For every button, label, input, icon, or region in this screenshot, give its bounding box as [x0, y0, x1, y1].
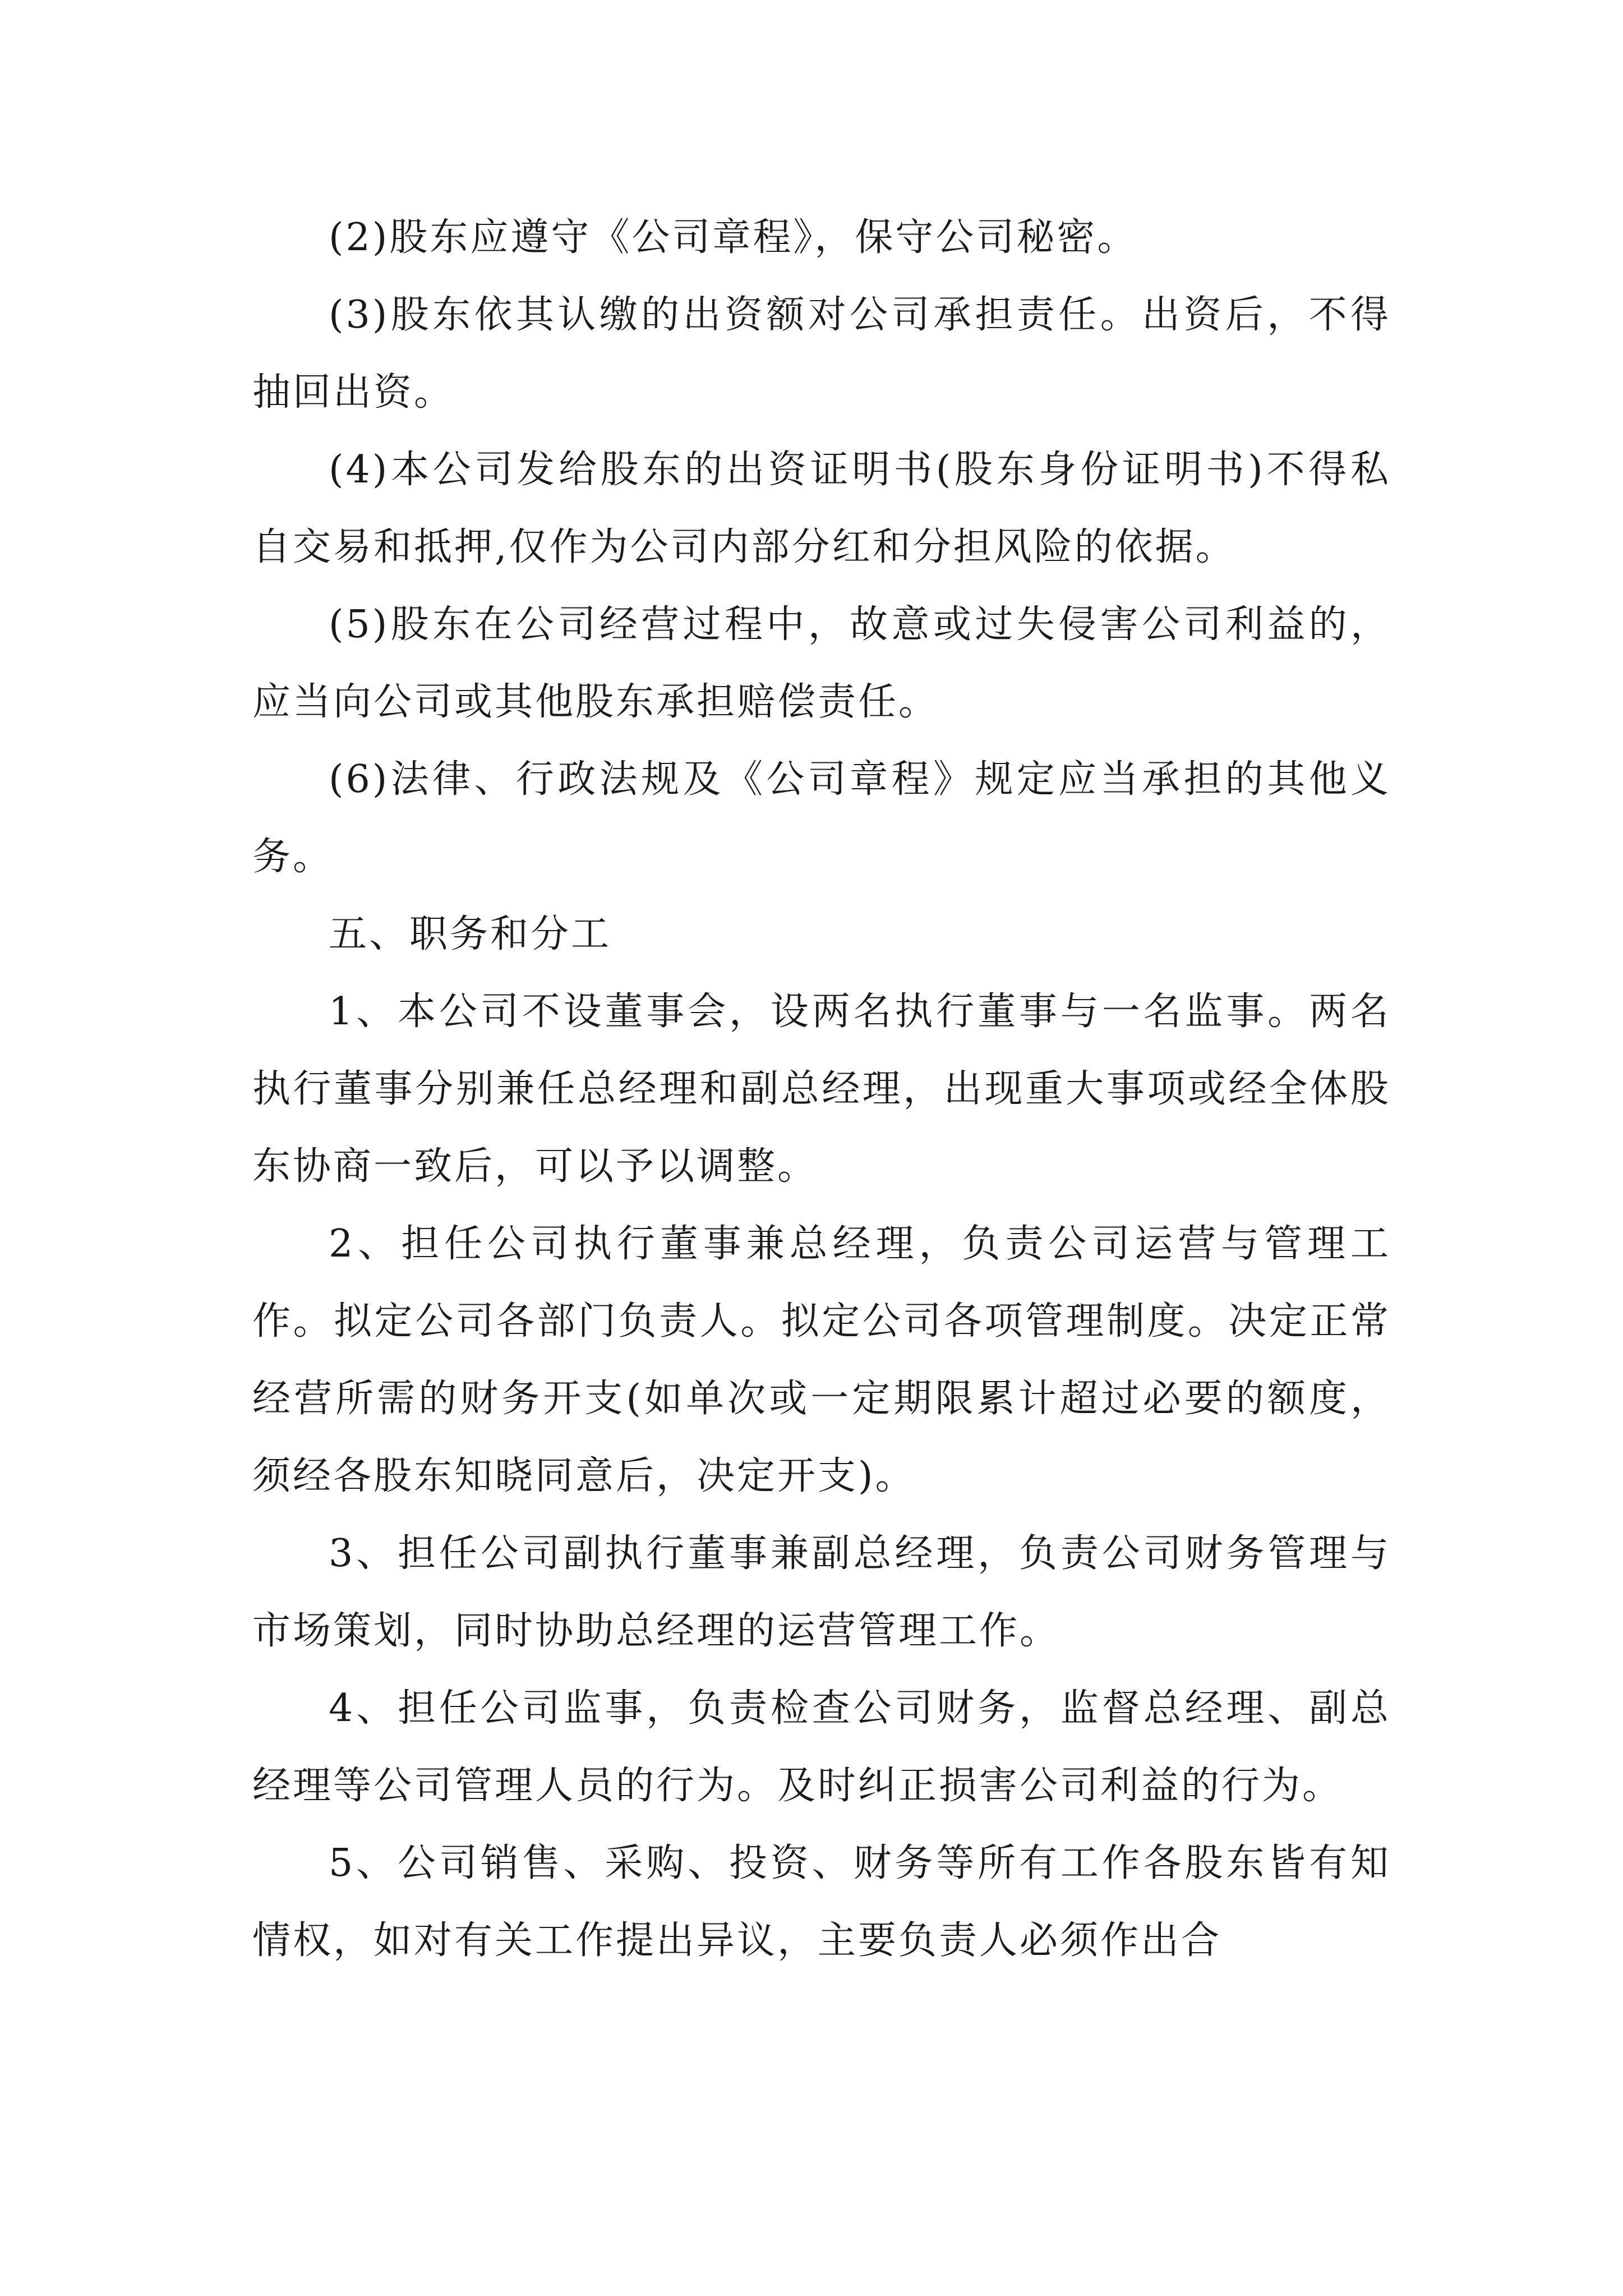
paragraph-supervisor: 4、担任公司监事，负责检查公司财务，监督总经理、副总经理等公司管理人员的行为。及时纠正损害公司利益的行为。 [252, 1686, 1391, 1808]
paragraph-compensation-liability: (5)股东在公司经营过程中，故意或过失侵害公司利益的，应当向公司或其他股东承担赔偿责任。 [252, 602, 1391, 724]
paragraph-deputy-manager: 3、担任公司副执行董事兼副总经理，负责公司财务管理与市场策划，同时协助总经理的运营管理工作。 [252, 1531, 1391, 1653]
paragraph-other-obligations: (6)法律、行政法规及《公司章程》规定应当承担的其他义务。 [252, 757, 1391, 879]
paragraph-right-to-know: 5、公司销售、采购、投资、财务等所有工作各股东皆有知情权，如对有关工作提出异议，主要负责人必须作出合 [252, 1841, 1391, 1963]
paragraph-shareholder-confidentiality: (2)股东应遵守《公司章程》，保守公司秘密。 [329, 215, 1138, 260]
paragraph-general-manager: 2、担任公司执行董事兼总经理，负责公司运营与管理工作。拟定公司各部门负责人。拟定公司各项管理制度。决定正常经营所需的财务开支(如单次或一定期限累计超过必要的额度，须经各股东知晓同意后，决定开支)。 [252, 1222, 1391, 1498]
paragraph-board-structure: 1、本公司不设董事会，设两名执行董事与一名监事。两名执行董事分别兼任总经理和副总经理，出现重大事项或经全体股东协商一致后，可以予以调整。 [252, 990, 1391, 1189]
document-body [252, 199, 1391, 1980]
section-heading-duties: 五、职务和分工 [329, 912, 612, 956]
paragraph-shareholder-liability: (3)股东依其认缴的出资额对公司承担责任。出资后，不得抽回出资。 [252, 293, 1391, 415]
paragraph-capital-certificate: (4)本公司发给股东的出资证明书(股东身份证明书)不得私自交易和抵押,仅作为公司内部分红和分担风险的依据。 [252, 448, 1391, 569]
